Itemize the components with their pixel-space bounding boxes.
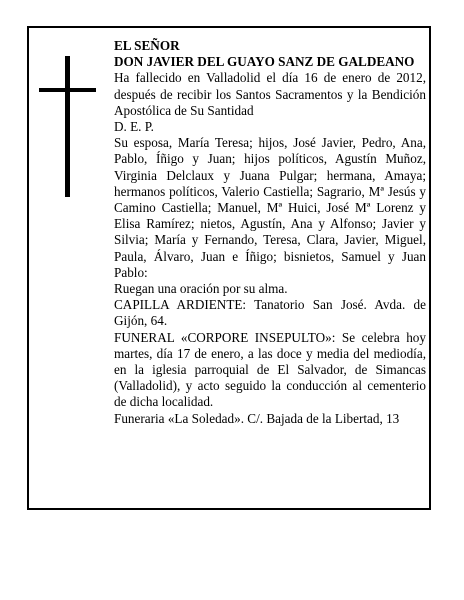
deceased-name: DON JAVIER DEL GUAYO SANZ DE GALDEANO xyxy=(114,54,415,70)
rip-line: D. E. P. xyxy=(114,119,154,135)
funeral-home: Funeraria «La Soledad». C/. Bajada de la Libertad, 13 xyxy=(114,410,400,426)
obituary-text xyxy=(114,38,426,427)
family-list: Su esposa, María Teresa; hijos, José Javier, Pedro, Ana, Pablo, Íñigo y Juan; hijos políticos, Agustín Muñoz, Virginia Delclaux y Juana Pulgar; hermana, Amaya; hermanos políticos, Valerio Castiella; Sagrario, Mª Jesús y Camino Castiella; Manuel, Mª Huici, José Mª Lorenz y Elisa Ramírez; nietos, Agustín, Ana y Alfonso; Javier y Silvia; María y Fernando, Teresa, Clara, Javier, Miguel, Paula, Álvaro, Juan e Íñigo; bisnietos, Samuel y Juan Pablo: xyxy=(114,135,426,280)
cross-vertical-bar xyxy=(65,56,70,197)
death-notice: Ha fallecido en Valladolid el día 16 de enero de 2012, después de recibir los Santos Sacramentos y la Bendición Apostólica de Su Santidad xyxy=(114,70,426,118)
cross-horizontal-bar xyxy=(39,88,96,92)
prayer-request: Ruegan una oración por su alma. xyxy=(114,281,288,297)
chapel-info: CAPILLA ARDIENTE: Tanatorio San José. Avda. de Gijón, 64. xyxy=(114,297,426,329)
funeral-info: FUNERAL «CORPORE INSEPULTO»: Se celebra hoy martes, día 17 de enero, a las doce y media del mediodía, en la iglesia parroquial de El Salvador, de Simancas (Valladolid), y acto seguido la conducción al cementerio de dicha localidad. xyxy=(114,329,426,410)
obituary-title: EL SEÑOR xyxy=(114,38,180,53)
